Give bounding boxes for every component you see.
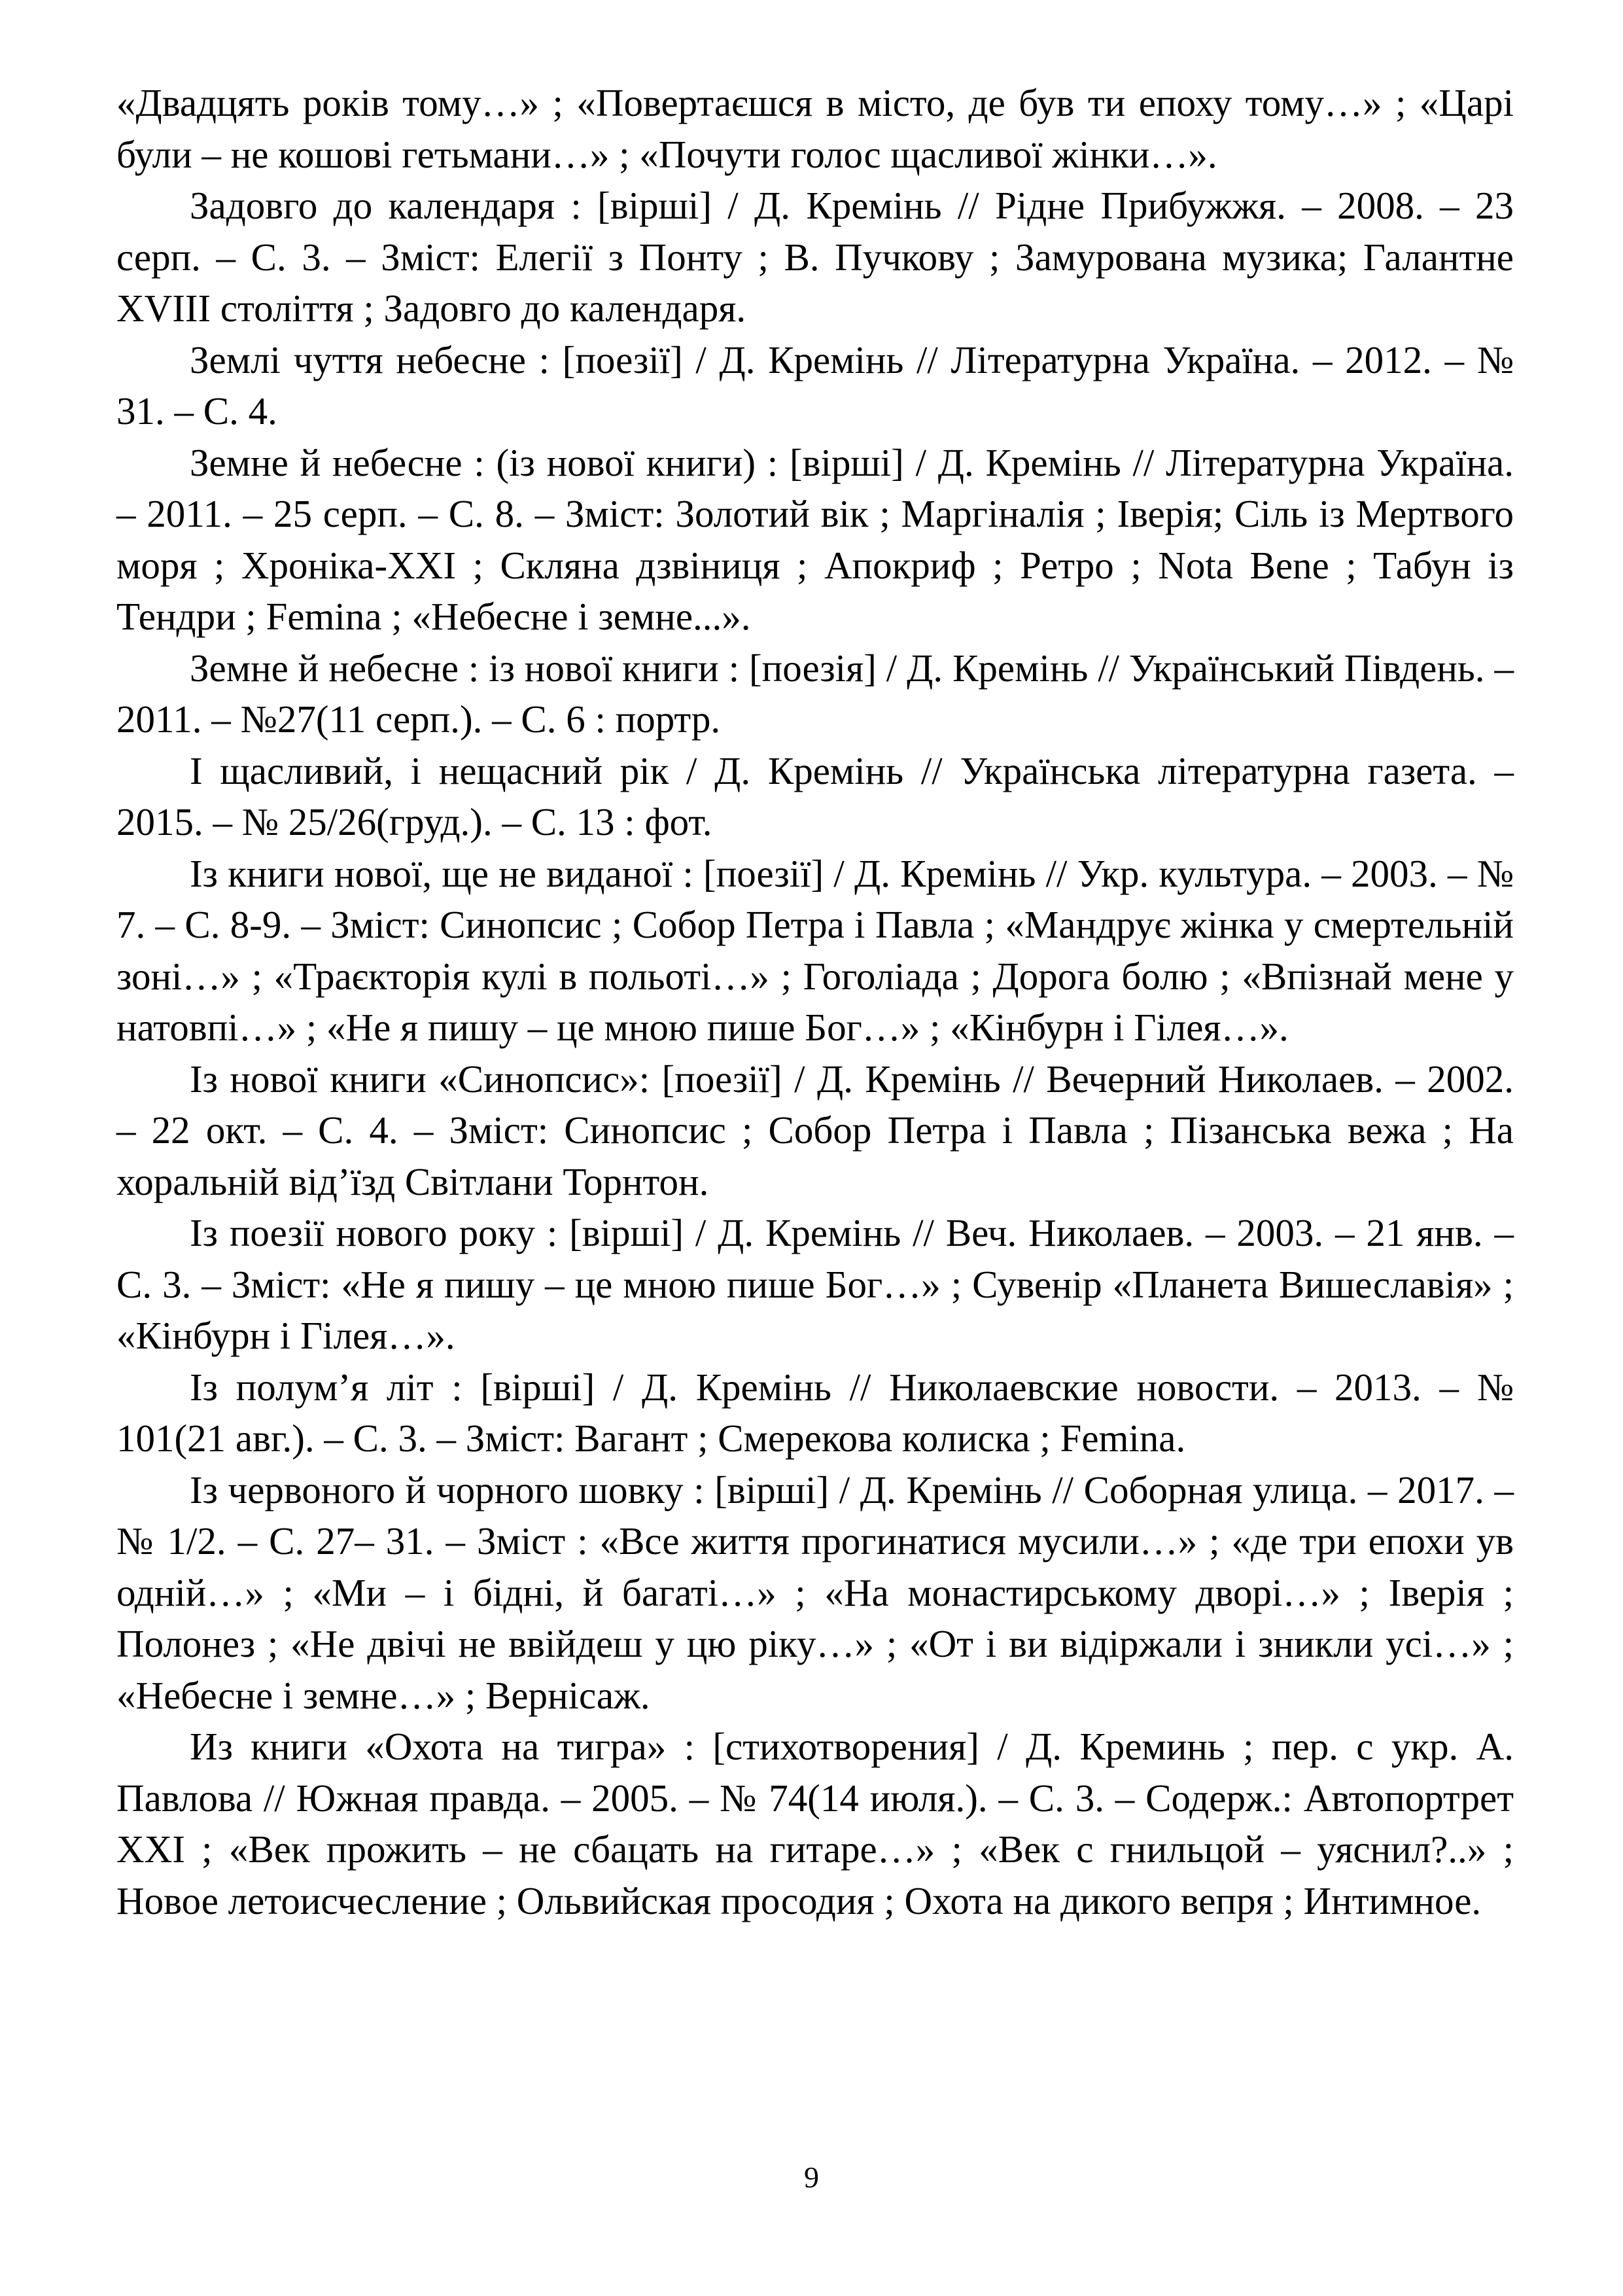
page-body: [116, 77, 1514, 1926]
bibliography-entry: Из книги «Охота на тигра» : [стихотворения] / Д. Креминь ; пер. с укр. А. Павлова // Южная правда. – 2005. – № 74(14 июля.). – С. 3. – Содерж.: Автопортрет XXI ; «Век прожить – не сбацать на гитаре…» ; «Век с гнильцой – уяснил?..» ; Новое летоисчесление ; Ольвийская просодия ; Охота на дикого вепря ; Интимное.: [116, 1725, 1514, 1922]
bibliography-entry: Із поезії нового року : [вірші] / Д. Кремінь // Веч. Николаев. – 2003. – 21 янв. – С. 3. – Зміст: «Не я пишу – це мною пише Бог…» ; Сувенір «Планета Вишеславія» ; «Кінбурн і Гілея…».: [116, 1211, 1514, 1357]
bibliography-entry-continuation: «Двадцять років тому…» ; «Повертаєшся в місто, де був ти епоху тому…» ; «Царі були – не кошові гетьмани…» ; «Почути голос щасливої жінки…».: [116, 81, 1514, 176]
bibliography-entry: Із червоного й чорного шовку : [вірші] / Д. Кремінь // Соборная улица. – 2017. – № 1/2. – С. 27– 31. – Зміст : «Все життя прогинатися мусили…» ; «де три епохи ув одній…» ; «Ми – і бідні, й багаті…» ; «На монастирському дворі…» ; Іверія ; Полонез ; «Не двічі не ввійдеш у цю ріку…» ; «От і ви відіржали і зникли усі…» ; «Небесне і земне…» ; Вернісаж.: [116, 1468, 1514, 1717]
page-number: 9: [804, 2161, 819, 2194]
bibliography-entry: Із книги нової, ще не виданої : [поезії] / Д. Кремінь // Укр. культура. – 2003. – № 7. – С. 8-9. – Зміст: Синопсис ; Собор Петра і Павла ; «Мандрує жінка у смертельній зоні…» ; «Траєкторія кулі в польоті…» ; Гоголіада ; Дорога болю ; «Впізнай мене у натовпі…» ; «Не я пишу – це мною пише Бог…» ; «Кінбурн і Гілея…».: [116, 851, 1514, 1049]
bibliography-entry: Земне й небесне : (із нової книги) : [вірші] / Д. Кремінь // Літературна Україна. – 2011. – 25 серп. – С. 8. – Зміст: Золотий вік ; Маргіналія ; Іверія; Сіль із Мертвого моря ; Хроніка-XXI ; Скляна дзвіниця ; Апокриф ; Ретро ; Nota Bene ; Табун із Тендри ; Femina ; «Небесне і земне...».: [116, 440, 1514, 638]
bibliography-entry: Задовго до календаря : [вірші] / Д. Кремінь // Рідне Прибужжя. – 2008. – 23 серп. – С. 3. – Зміст: Елегії з Понту ; В. Пучкову ; Замурована музика; Галантне XVIII століття ; Задовго до календаря.: [116, 184, 1514, 330]
bibliography-entry: Із полум’я літ : [вірші] / Д. Кремінь // Николаевские новости. – 2013. – № 101(21 авг.). – С. 3. – Зміст: Вагант ; Смерекова колиска ; Femina.: [116, 1365, 1514, 1460]
bibliography-entry: Із нової книги «Синопсис»: [поезії] / Д. Кремінь // Вечерний Николаев. – 2002. – 22 окт. – С. 4. – Зміст: Синопсис ; Собор Петра і Павла ; Пізанська вежа ; На хоральній від’їзд Світлани Торнтон.: [116, 1057, 1514, 1203]
bibliography-entry: І щасливий, і нещасний рік / Д. Кремінь // Українська літературна газета. – 2015. – № 25/26(груд.). – С. 13 : фот.: [116, 749, 1514, 843]
bibliography-entry: Землі чуття небесне : [поезії] / Д. Кремінь // Літературна Україна. – 2012. – № 31. – С. 4.: [116, 338, 1514, 433]
bibliography-entry: Земне й небесне : із нової книги : [поезія] / Д. Кремінь // Український Південь. – 2011. – №27(11 серп.). – С. 6 : портр.: [116, 646, 1514, 741]
